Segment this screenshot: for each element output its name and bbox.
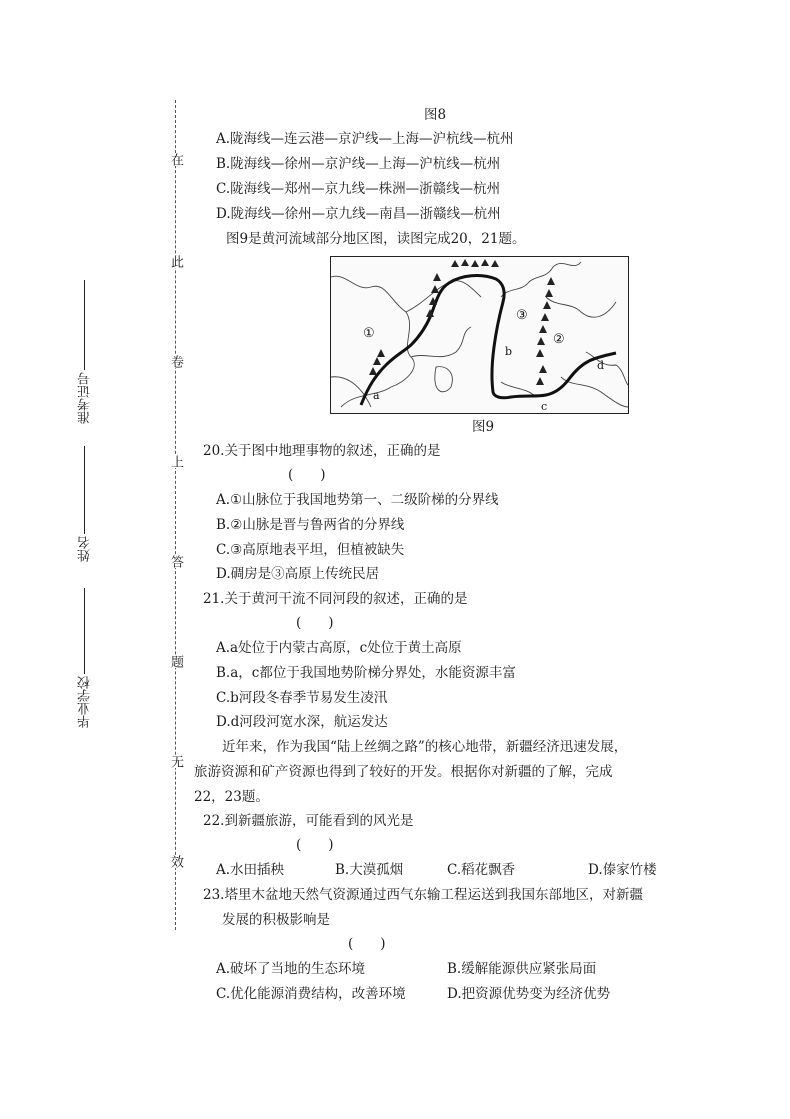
q19-option-b[interactable]: B.陇海线—徐州—京沪线—上海—沪杭线—杭州 [216, 156, 501, 172]
seal-char-1: 在 [168, 153, 183, 166]
passage-line-2: 旅游资源和矿产资源也得到了较好的开发。根据你对新疆的了解，完成 [194, 764, 613, 780]
figure-9-intro: 图9是黄河流域部分地区图，读图完成20，21题。 [226, 231, 526, 247]
q22-option-b[interactable]: B.大漠孤烟 [335, 862, 404, 878]
q22-option-d[interactable]: D.傣家竹楼 [588, 862, 657, 878]
figure-9-caption: 图9 [472, 419, 495, 435]
q23-option-c[interactable]: C.优化能源消费结构，改善环境 [216, 986, 406, 1002]
q19-option-a[interactable]: A.陇海线—连云港—京沪线—上海—沪杭线—杭州 [216, 131, 514, 147]
school-label: 毕业学校 [78, 676, 93, 728]
label-a: a [373, 389, 380, 402]
seal-char-2: 此 [168, 255, 183, 268]
q21-stem: 21.关于黄河干流不同河段的叙述，正确的是 [203, 591, 468, 607]
q21-option-b[interactable]: B.a，c都位于我国地势阶梯分界处，水能资源丰富 [216, 665, 516, 681]
figure-8-caption: 图8 [424, 107, 447, 123]
q23-answer-bracket[interactable]: ( ) [348, 936, 386, 952]
exam-number-field[interactable] [84, 280, 85, 370]
q22-option-a[interactable]: A.水田插秧 [216, 862, 285, 878]
seal-char-3: 卷 [168, 355, 183, 368]
q22-answer-bracket[interactable]: ( ) [296, 837, 334, 853]
name-field[interactable] [84, 446, 85, 534]
q19-option-c[interactable]: C.陇海线—郑州—京九线—株洲—浙赣线—杭州 [216, 181, 501, 197]
q20-option-a[interactable]: A.①山脉位于我国地势第一、二级阶梯的分界线 [216, 492, 499, 508]
yellow-river-map [331, 257, 628, 413]
q23-stem-line-1: 23.塔里木盆地天然气资源通过西气东输工程运送到我国东部地区，对新疆 [203, 887, 643, 903]
seal-char-7: 无 [168, 755, 183, 768]
yellow-river-line [361, 276, 616, 405]
q21-answer-bracket[interactable]: ( ) [296, 615, 334, 631]
seal-char-6: 题 [168, 655, 183, 668]
q19-option-d[interactable]: D.陇海线—徐州—京九线—南昌—浙赣线—杭州 [216, 206, 501, 222]
q22-stem: 22.到新疆旅游，可能看到的风光是 [203, 813, 414, 829]
q21-option-d[interactable]: D.d河段河宽水深，航运发达 [216, 714, 388, 730]
passage-line-1: 近年来，作为我国“陆上丝绸之路”的核心地带，新疆经济迅速发展， [222, 739, 628, 755]
q23-stem-line-2: 发展的积极影响是 [222, 912, 330, 928]
name-label: 姓名 [78, 536, 93, 562]
q20-answer-bracket[interactable]: ( ) [288, 467, 326, 483]
q20-stem: 20.关于图中地理事物的叙述，正确的是 [203, 443, 441, 459]
passage-line-3: 22，23题。 [194, 789, 269, 805]
seal-dashed-line [175, 100, 176, 930]
figure-9-map [330, 256, 629, 414]
exam-number-label: 准考证号 [78, 372, 93, 424]
label-plateau-3: ③ [516, 308, 528, 323]
label-c: c [541, 400, 548, 413]
label-mountain-1: ① [363, 326, 375, 341]
q21-option-c[interactable]: C.b河段冬春季节易发生凌汛 [216, 690, 388, 706]
seal-char-4: 上 [168, 455, 183, 468]
school-field[interactable] [84, 588, 85, 674]
label-b: b [505, 345, 513, 358]
q21-option-a[interactable]: A.a处位于内蒙古高原，c处位于黄土高原 [216, 640, 462, 656]
q23-option-b[interactable]: B.缓解能源供应紧张局面 [447, 961, 597, 977]
seal-char-8: 效 [168, 855, 183, 868]
label-mountain-2: ② [553, 332, 565, 347]
q20-option-d[interactable]: D.碉房是③高原上传统民居 [216, 566, 380, 582]
q22-option-c[interactable]: C.稻花飘香 [447, 862, 516, 878]
seal-char-5: 答 [168, 555, 183, 568]
q20-option-b[interactable]: B.②山脉是晋与鲁两省的分界线 [216, 517, 405, 533]
q23-option-d[interactable]: D.把资源优势变为经济优势 [447, 986, 611, 1002]
q23-option-a[interactable]: A.破坏了当地的生态环境 [216, 961, 366, 977]
q20-option-c[interactable]: C.③高原地表平坦，但植被缺失 [216, 542, 405, 558]
label-d: d [597, 359, 605, 372]
